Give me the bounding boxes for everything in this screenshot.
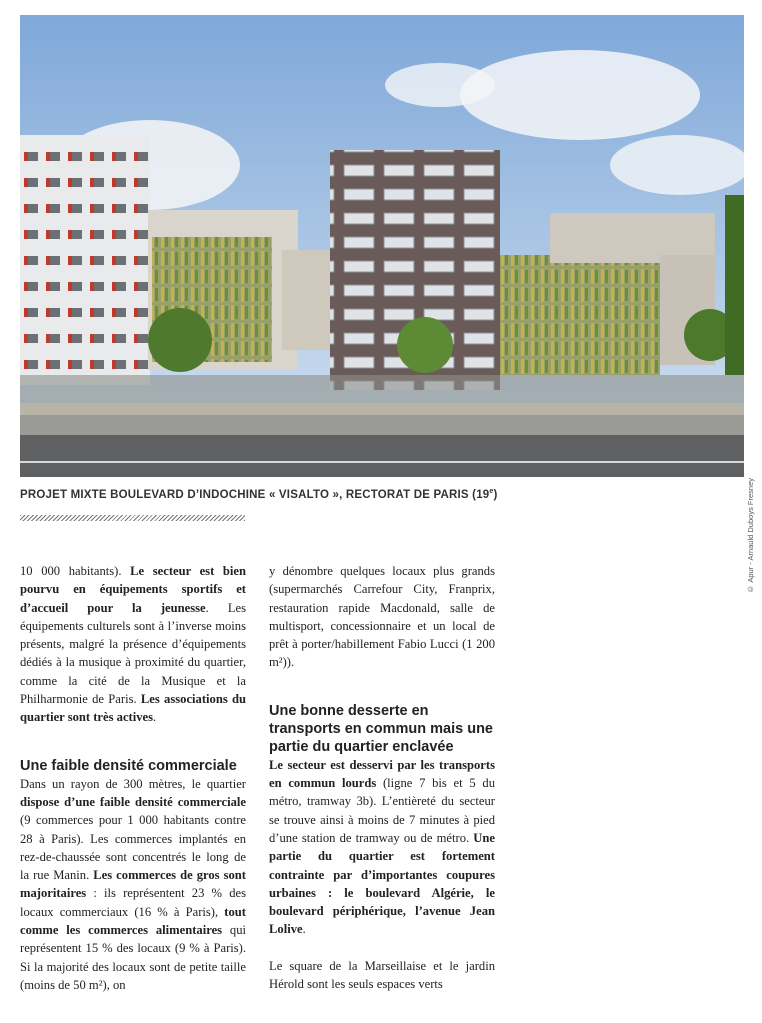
- paragraph: [269, 756, 495, 939]
- text: .: [153, 710, 157, 725]
- paragraph: [269, 957, 495, 994]
- white-building: [20, 135, 150, 385]
- building-photo: [20, 15, 744, 477]
- photo-credit: © Apur - Arnauld Duboys Fresney: [746, 478, 755, 594]
- text: .: [302, 922, 306, 937]
- section-heading: Une bonne desserte en transports en commun mais une partie du quartier enclavée: [269, 702, 493, 755]
- text: (9 commerces pour 1 000 habitants contre 28 à Paris). Les commerces implantés en rez-de-chaussée sont concentrés le long de la rue Manin.: [20, 813, 246, 883]
- text: qui représentent 15 % des locaux (9 % à Paris). Si la majorité des locaux sont de petite taille (moins de 50 m²), on: [20, 923, 247, 992]
- cloud: [460, 50, 700, 140]
- text: . Les équipements culturels sont à l’inverse moins présents, malgré la présence d’équipements dédiés à la musique à proximité du quartier, comme la cité de la Musique et la Philharmonie de Paris.: [20, 600, 246, 707]
- text: Le square de la Marseillaise et le jardin Hérold sont les seuls espaces verts: [269, 958, 495, 992]
- tree: [148, 308, 212, 372]
- bold-text: Une partie du quartier est fortement contrainte par d’importantes coupures urbaines : le boulevard Algérie, le boulevard périphérique, l’avenue Jean Lolive: [269, 830, 495, 937]
- text: (ligne 7 bis et 5 du métro, tramway 3b). L’entièreté du secteur se trouve ainsi à moins de 7 minutes à pied d’une station de tramway ou de métro.: [269, 776, 495, 845]
- bold-text: Le secteur est desservi par les transports en commun lourds: [269, 757, 495, 791]
- text: y dénombre quelques locaux plus grands (supermarchés Carrefour City, Franprix, restauration rapide Macdonald, salle de multisport, concessionnaire et un local de prêt à porter/habillement Fabio Lucci (1 200 m²)).: [269, 564, 495, 670]
- left-column: [20, 562, 246, 994]
- hatched-divider: [20, 515, 245, 521]
- road: [20, 435, 744, 477]
- bold-text: tout comme les commerces alimentaires: [20, 904, 246, 938]
- text: 10 000 habitants).: [20, 564, 131, 578]
- paragraph: [20, 562, 246, 727]
- photo-caption: PROJET MIXTE BOULEVARD D’INDOCHINE « VISALTO », RECTORAT DE PARIS (19e): [20, 488, 498, 501]
- bold-text: dispose d’une faible densité commerciale: [20, 794, 246, 809]
- section-heading: Une faible densité commerciale: [20, 757, 237, 774]
- bold-text: Les commerces de gros sont majoritaires: [20, 868, 246, 901]
- text: : ils représentent 23 % des locaux commerciaux (16 % à Paris),: [20, 886, 246, 919]
- paragraph: [20, 775, 246, 995]
- text: Dans un rayon de 300 mètres, le quartier: [20, 776, 246, 791]
- bold-text: Le secteur est bien pourvu en équipements sportifs et d’accueil pour la jeunesse: [20, 564, 246, 615]
- paragraph: [269, 562, 495, 672]
- bold-text: Les associations du quartier sont très actives: [20, 692, 246, 725]
- right-column: [269, 562, 495, 993]
